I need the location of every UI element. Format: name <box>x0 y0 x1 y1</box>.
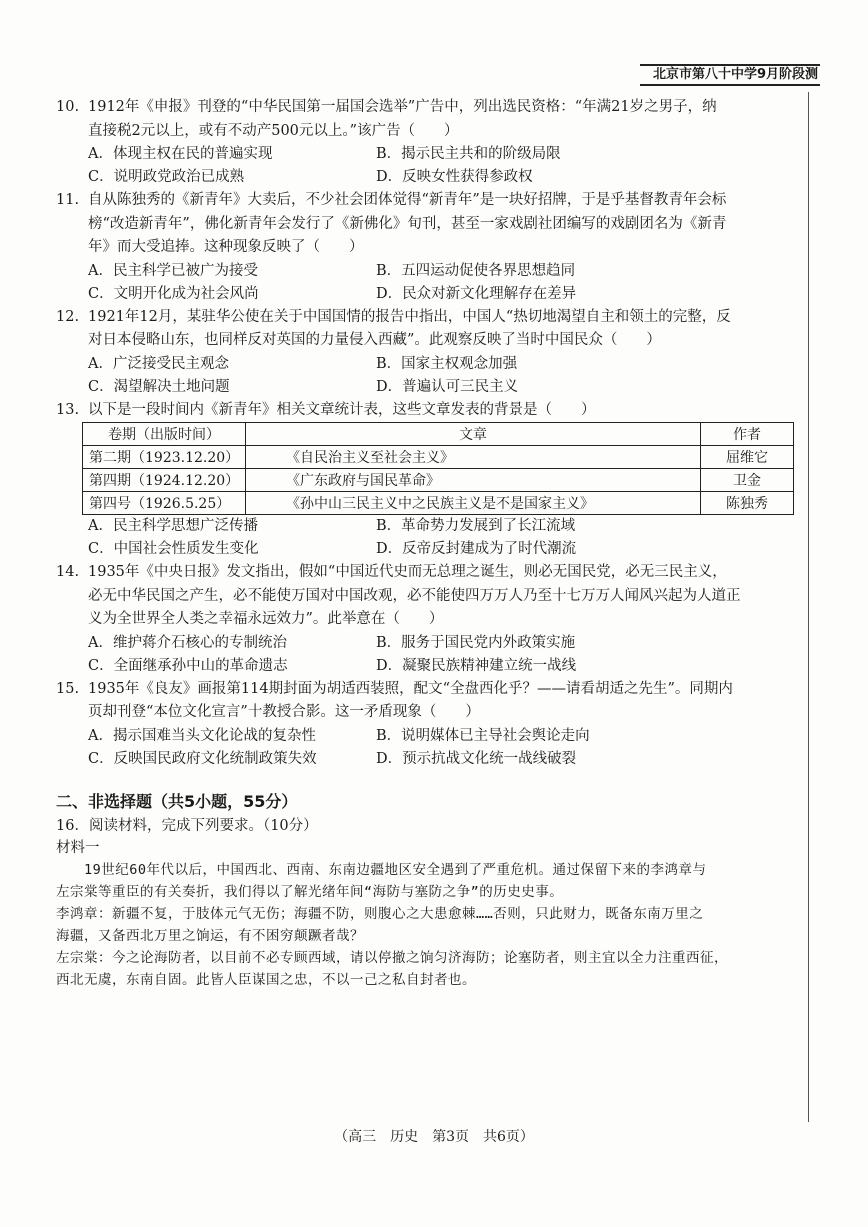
question-number: 12. <box>56 308 80 325</box>
option-d: D．凝聚民族精神建立统一战线 <box>376 657 577 674</box>
option-c: C．反映国民政府文化统制政策失效 <box>88 750 317 767</box>
question-stem-line: 义为全世界全人类之幸福永远效力”。此举意在（ ） <box>88 611 444 627</box>
article-table <box>82 422 794 515</box>
question-13 <box>56 399 796 562</box>
question-stem-line: 直接税2元以上，或有不动产500元以上。”该广告（ ） <box>88 122 459 139</box>
question-number: 14. <box>56 564 80 580</box>
question-stem: 13. 以下是一段时间内《新青年》相关文章统计表，这些文章发表的背景是（ ） <box>56 399 796 423</box>
question-number: 15. <box>56 680 80 697</box>
table-cell: 《孙中山三民主义中之民族主义是不是国家主义》 <box>246 492 701 515</box>
section-title: 二、非选择题（共5小题，55分） <box>56 791 298 811</box>
option-c: C．文明开化成为社会风尚 <box>88 285 259 302</box>
option-a: A．民主科学已被广为接受 <box>88 262 258 279</box>
table-cell: 屈维它 <box>701 446 794 469</box>
material-paragraph: 海疆，又备西北万里之饷运，有不困穷颠蹶者哉？ <box>56 927 364 944</box>
option-b: B．五四运动促使各界思想趋同 <box>376 262 576 279</box>
question-stem: 10. 1912年《申报》刊登的“中华民国第一届国会选举”广告中，列出选民资格：“年满21岁之男子，纳 <box>56 96 796 120</box>
question-stem-line: 必无中华民国之产生，必不能使万国对中国改观，必不能使四万万人乃至十七万万人闻风兴起为人道正 <box>88 587 741 604</box>
table-cell: 第四号（1926.5.25） <box>83 492 246 515</box>
table-row <box>83 492 794 515</box>
option-d: D．预示抗战文化统一战线破裂 <box>376 750 577 767</box>
option-b: B．揭示民主共和的阶级局限 <box>376 146 561 162</box>
question-12 <box>56 306 796 399</box>
school-header: 北京市第八十中学9月阶段测 <box>640 64 820 86</box>
table-header: 作者 <box>701 423 794 446</box>
question-15 <box>56 678 796 771</box>
table-header: 卷期（出版时间） <box>83 423 246 446</box>
option-a: A．维护蒋介石核心的专制统治 <box>88 634 287 651</box>
option-a: A．民主科学思想广泛传播 <box>88 518 258 534</box>
option-d: D．反映女性获得参政权 <box>376 169 533 185</box>
question-stem-line: 页却刊登“本位文化宣言”十教授合影。这一矛盾现象（ ） <box>88 704 480 720</box>
material-paragraph: 19世纪60年代以后，中国西北、西南、东南边疆地区安全遇到了严重危机。通过保留下来的李鸿章与 <box>84 861 707 878</box>
material-label: 材料一 <box>56 839 100 856</box>
question-stem: 11. 自从陈独秀的《新青年》大卖后，不少社会团体觉得“新青年”是一块好招牌，于是乎基督教青年会标 <box>56 189 796 213</box>
option-c: C．全面继承孙中山的革命遗志 <box>88 657 288 674</box>
question-stem-line: 对日本侵略山东，也同样反对英国的力量侵入西藏”。此观察反映了当时中国民众（ ） <box>88 332 661 348</box>
question-stem: 12. 1921年12月，某驻华公使在关于中国国情的报告中指出，中国人“热切地渴望自主和领土的完整，反 <box>56 306 796 330</box>
option-c: C．渴望解决土地问题 <box>88 378 230 395</box>
option-d: D．反帝反封建成为了时代潮流 <box>376 541 577 557</box>
option-d: D．民众对新文化理解存在差异 <box>376 285 577 302</box>
question-stem: 15. 1935年《良友》画报第114期封面为胡适西装照，配文“全盘西化乎？——请看胡适之先生”。同期内 <box>56 678 796 702</box>
question-11 <box>56 189 796 306</box>
margin-rule <box>808 92 809 1122</box>
option-b: B．服务于国民党内外政策实施 <box>376 634 576 651</box>
table-header-row <box>83 423 794 446</box>
table-cell: 陈独秀 <box>701 492 794 515</box>
option-a: A．揭示国难当头文化论战的复杂性 <box>88 727 316 744</box>
table-cell: 《自民治主义至社会主义》 <box>246 446 701 469</box>
table-cell: 第二期（1923.12.20） <box>83 446 246 469</box>
material-paragraph: 西北无虞，东南自固。此皆人臣谋国之忠，不以一己之私自封者也。 <box>56 971 476 988</box>
option-b: B．革命势力发展到了长江流域 <box>376 518 576 534</box>
question-10 <box>56 96 796 189</box>
page-content <box>56 96 796 991</box>
material-paragraph: 李鸿章：新疆不复，于肢体元气无伤；海疆不防，则腹心之大患愈棘……否则，只此财力，既备东南万里之 <box>56 905 704 922</box>
question-number: 10. <box>56 99 80 115</box>
option-b: B．国家主权观念加强 <box>376 355 518 372</box>
question-number: 13. <box>56 401 80 418</box>
option-d: D．普遍认可三民主义 <box>376 378 519 395</box>
table-row <box>83 446 794 469</box>
table-cell: 《广东政府与国民革命》 <box>246 469 701 492</box>
material-paragraph: 左宗棠：今之论海防者，以目前不必专顾西域，请以停撤之饷匀济海防；论塞防者，则主宜以全力注重西征， <box>56 949 728 966</box>
table-cell: 第四期（1924.12.20） <box>83 469 246 492</box>
question-stem-line: 年》而大受追捧。这种现象反映了（ ） <box>88 239 364 255</box>
option-c: C．中国社会性质发生变化 <box>88 541 259 557</box>
question-16-stem: 16．阅读材料，完成下列要求。（10分） <box>56 817 318 834</box>
table-cell: 卫金 <box>701 469 794 492</box>
option-c: C．说明政党政治已成熟 <box>88 169 245 185</box>
question-stem-line: 榜“改造新青年”，佛化新青年会发行了《新佛化》旬刊，甚至一家戏剧社团编写的戏剧团名为《新青 <box>88 215 727 232</box>
question-number: 11. <box>56 192 80 208</box>
option-b: B．说明媒体已主导社会舆论走向 <box>376 727 590 744</box>
question-stem: 14. 1935年《中央日报》发文指出，假如“中国近代史而无总理之诞生，则必无国民党，必无三民主义， <box>56 561 796 585</box>
option-a: A．体现主权在民的普遍实现 <box>88 146 273 162</box>
option-a: A．广泛接受民主观念 <box>88 355 229 372</box>
question-14 <box>56 561 796 678</box>
material-paragraph: 左宗棠等重臣的有关奏折，我们得以了解光绪年间“海防与塞防之争”的历史史事。 <box>56 883 564 900</box>
page-footer: （高三 历史 第3页 共6页） <box>334 1129 534 1145</box>
table-row <box>83 469 794 492</box>
table-header: 文章 <box>246 423 701 446</box>
